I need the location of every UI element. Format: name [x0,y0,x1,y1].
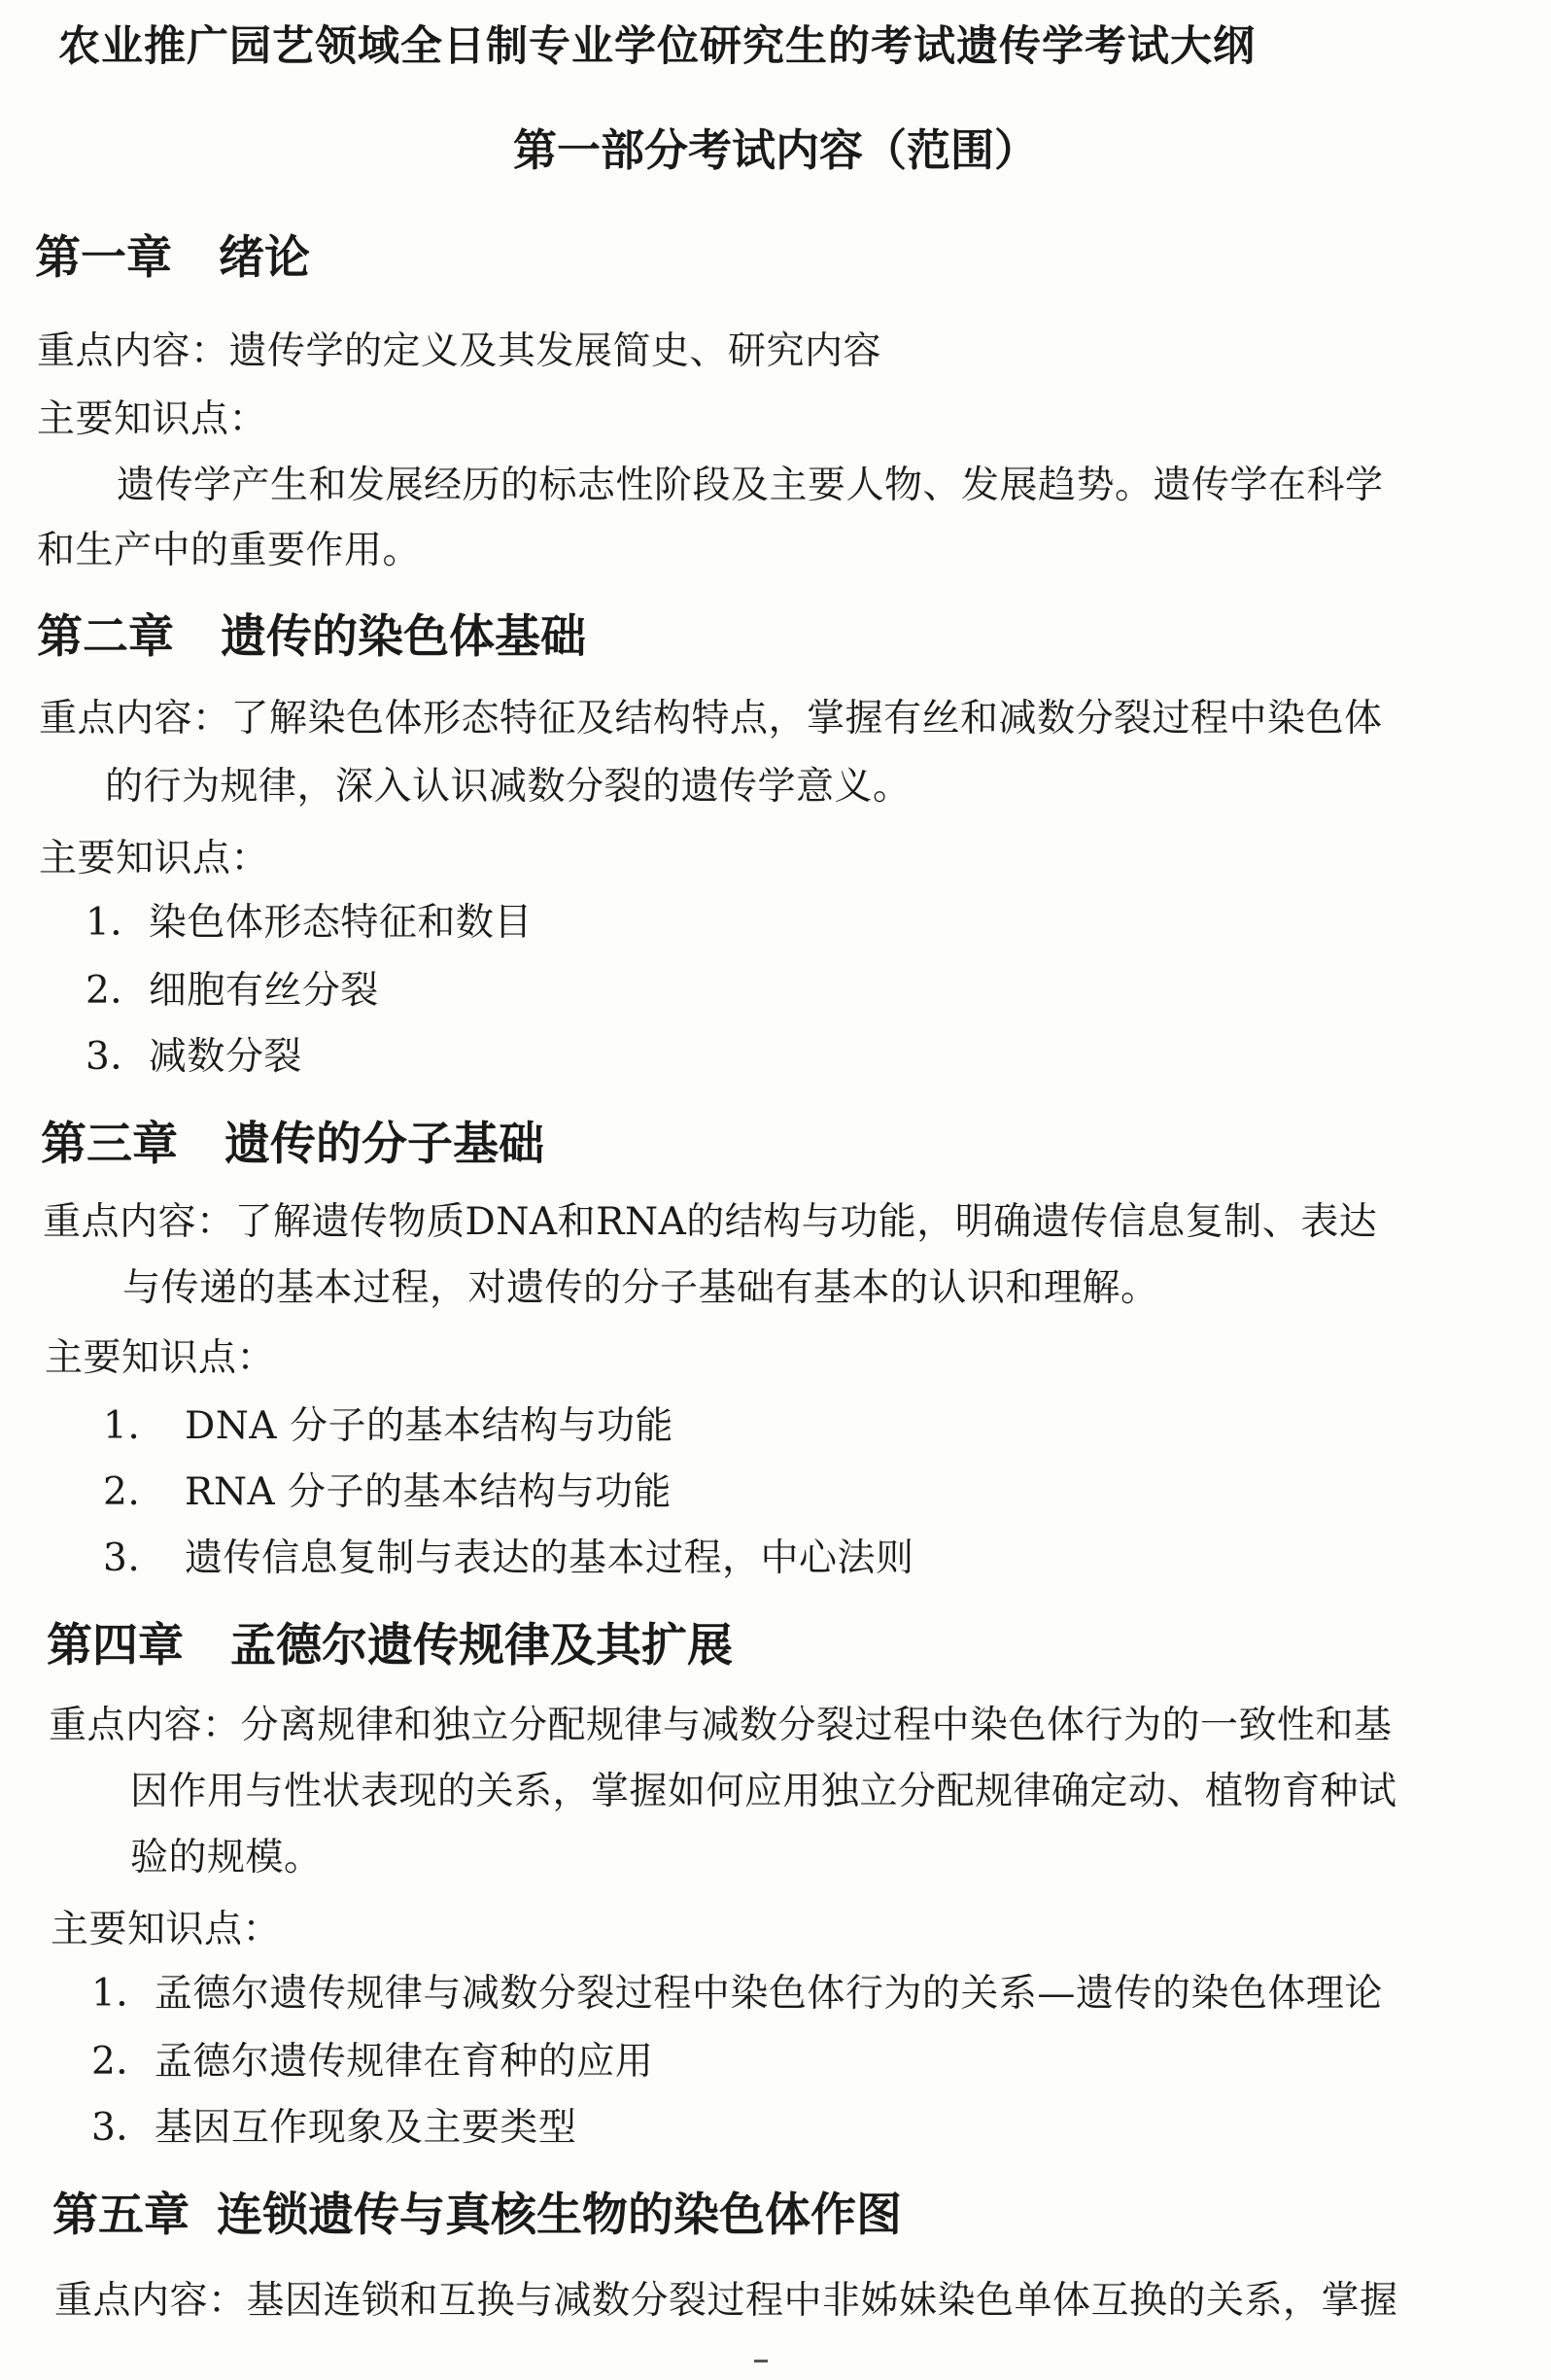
chapter-3-item-3-text: 遗传信息复制与表达的基本过程，中心法则 [185,1536,914,1580]
chapter-4-focus-line-3: 验的规模。 [130,1836,323,1880]
chapter-1-focus-line-1: 遗传学的定义及其发展简史、研究内容 [228,329,882,373]
chapter-2-focus-line-1: 了解染色体形态特征及结构特点，掌握有丝和减数分裂过程中染色体 [230,697,1383,741]
chapter-2-heading [37,601,586,666]
chapter-4-item-2-text: 孟德尔遗传规律在育种的应用 [154,2040,654,2084]
chapter-3-item-3 [103,1528,914,1582]
chapter-5-focus-label: 重点内容： [54,2279,247,2323]
page-number-mark [754,2360,768,2363]
chapter-3-points-label: 主要知识点： [45,1336,276,1380]
chapter-4-focus-label: 重点内容： [49,1704,241,1747]
chapter-3-item-1-text: DNA 分子的基本结构与功能 [185,1404,673,1448]
chapter-5-heading [52,2179,902,2244]
chapter-1-points-label: 主要知识点： [37,397,268,441]
chapter-3-number: 第三章 [41,1118,178,1171]
chapter-2-number: 第二章 [37,610,174,664]
chapter-2-item-1-text: 染色体形态特征和数目 [148,901,533,945]
chapter-1-paragraph-line-1: 遗传学产生和发展经历的标志性阶段及主要人物、发展趋势。遗传学在科学 [117,464,1384,507]
chapter-3-item-1-number: 1. [103,1404,141,1448]
document-title: 农业推广园艺领域全日制专业学位研究生的考试遗传学考试大纲 [58,22,1256,71]
chapter-5-focus-line-1: 基因连锁和互换与减数分裂过程中非姊妹染色单体互换的关系，掌握 [246,2279,1398,2323]
chapter-2-item-3-text: 减数分裂 [148,1035,302,1079]
chapter-1-paragraph-line-2: 和生产中的重要作用。 [37,529,422,572]
chapter-1-focus-label: 重点内容： [37,329,229,373]
chapter-3-focus [43,1191,1377,1246]
chapter-4-item-2-number: 2． [91,2040,155,2084]
chapter-2-item-3 [86,1026,302,1081]
chapter-4-number: 第四章 [47,1619,184,1673]
chapter-3-focus-line-1: 了解遗传物质DNA和RNA的结构与功能，明确遗传信息复制、表达 [234,1200,1378,1244]
chapter-2-focus-label: 重点内容： [39,697,231,741]
chapter-3-item-2-text: RNA 分子的基本结构与功能 [185,1470,672,1514]
chapter-4-focus-line-2: 因作用与性状表现的关系，掌握如何应用独立分配规律确定动、植物育种试 [130,1770,1397,1813]
chapter-4-item-3-number: 3． [91,2106,155,2150]
part-title: 第一部分考试内容（范围） [512,124,1038,176]
chapter-1-name: 绪论 [219,231,310,285]
chapter-3-item-2-number: 2. [103,1470,141,1514]
chapter-4-item-3-text: 基因互作现象及主要类型 [154,2106,577,2150]
chapter-2-focus-line-2: 的行为规律，深入认识减数分裂的遗传学意义。 [105,765,912,809]
chapter-5-name: 连锁遗传与真核生物的染色体作图 [217,2189,902,2242]
chapter-2-item-1 [86,892,533,947]
chapter-5-number: 第五章 [52,2189,190,2242]
chapter-4-heading [47,1609,733,1674]
chapter-4-name: 孟德尔遗传规律及其扩展 [230,1619,733,1673]
chapter-2-item-1-number: 1． [86,901,149,945]
chapter-3-focus-line-2: 与传递的基本过程，对遗传的分子基础有基本的认识和理解。 [122,1266,1159,1310]
chapter-1-number: 第一章 [35,231,172,285]
chapter-4-focus [49,1695,1393,1749]
chapter-2-item-2 [86,960,379,1015]
chapter-2-item-3-number: 3． [86,1035,149,1079]
chapter-2-item-2-text: 细胞有丝分裂 [148,969,379,1013]
chapter-4-item-1-text: 孟德尔遗传规律与减数分裂过程中染色体行为的关系—遗传的染色体理论 [154,1972,1383,2016]
chapter-3-heading [41,1108,544,1173]
chapter-2-focus [39,688,1383,742]
chapter-3-item-1 [103,1396,673,1450]
chapter-2-name: 遗传的染色体基础 [221,610,586,664]
chapter-4-focus-line-1: 分离规律和独立分配规律与减数分裂过程中染色体行为的一致性和基 [240,1704,1393,1747]
chapter-3-focus-label: 重点内容： [43,1200,235,1244]
chapter-3-item-2 [103,1462,672,1516]
chapter-2-item-2-number: 2． [86,969,149,1013]
chapter-1-focus [37,321,881,375]
chapter-1-heading [35,222,310,287]
chapter-4-item-3 [91,2097,576,2152]
chapter-4-item-2 [91,2031,653,2086]
chapter-5-focus [54,2270,1398,2325]
chapter-4-item-1 [91,1963,1383,2018]
chapter-2-points-label: 主要知识点： [39,837,270,880]
chapter-4-points-label: 主要知识点： [51,1908,282,1951]
chapter-3-name: 遗传的分子基础 [224,1118,544,1171]
chapter-3-item-3-number: 3. [103,1536,141,1580]
chapter-4-item-1-number: 1． [91,1972,155,2016]
